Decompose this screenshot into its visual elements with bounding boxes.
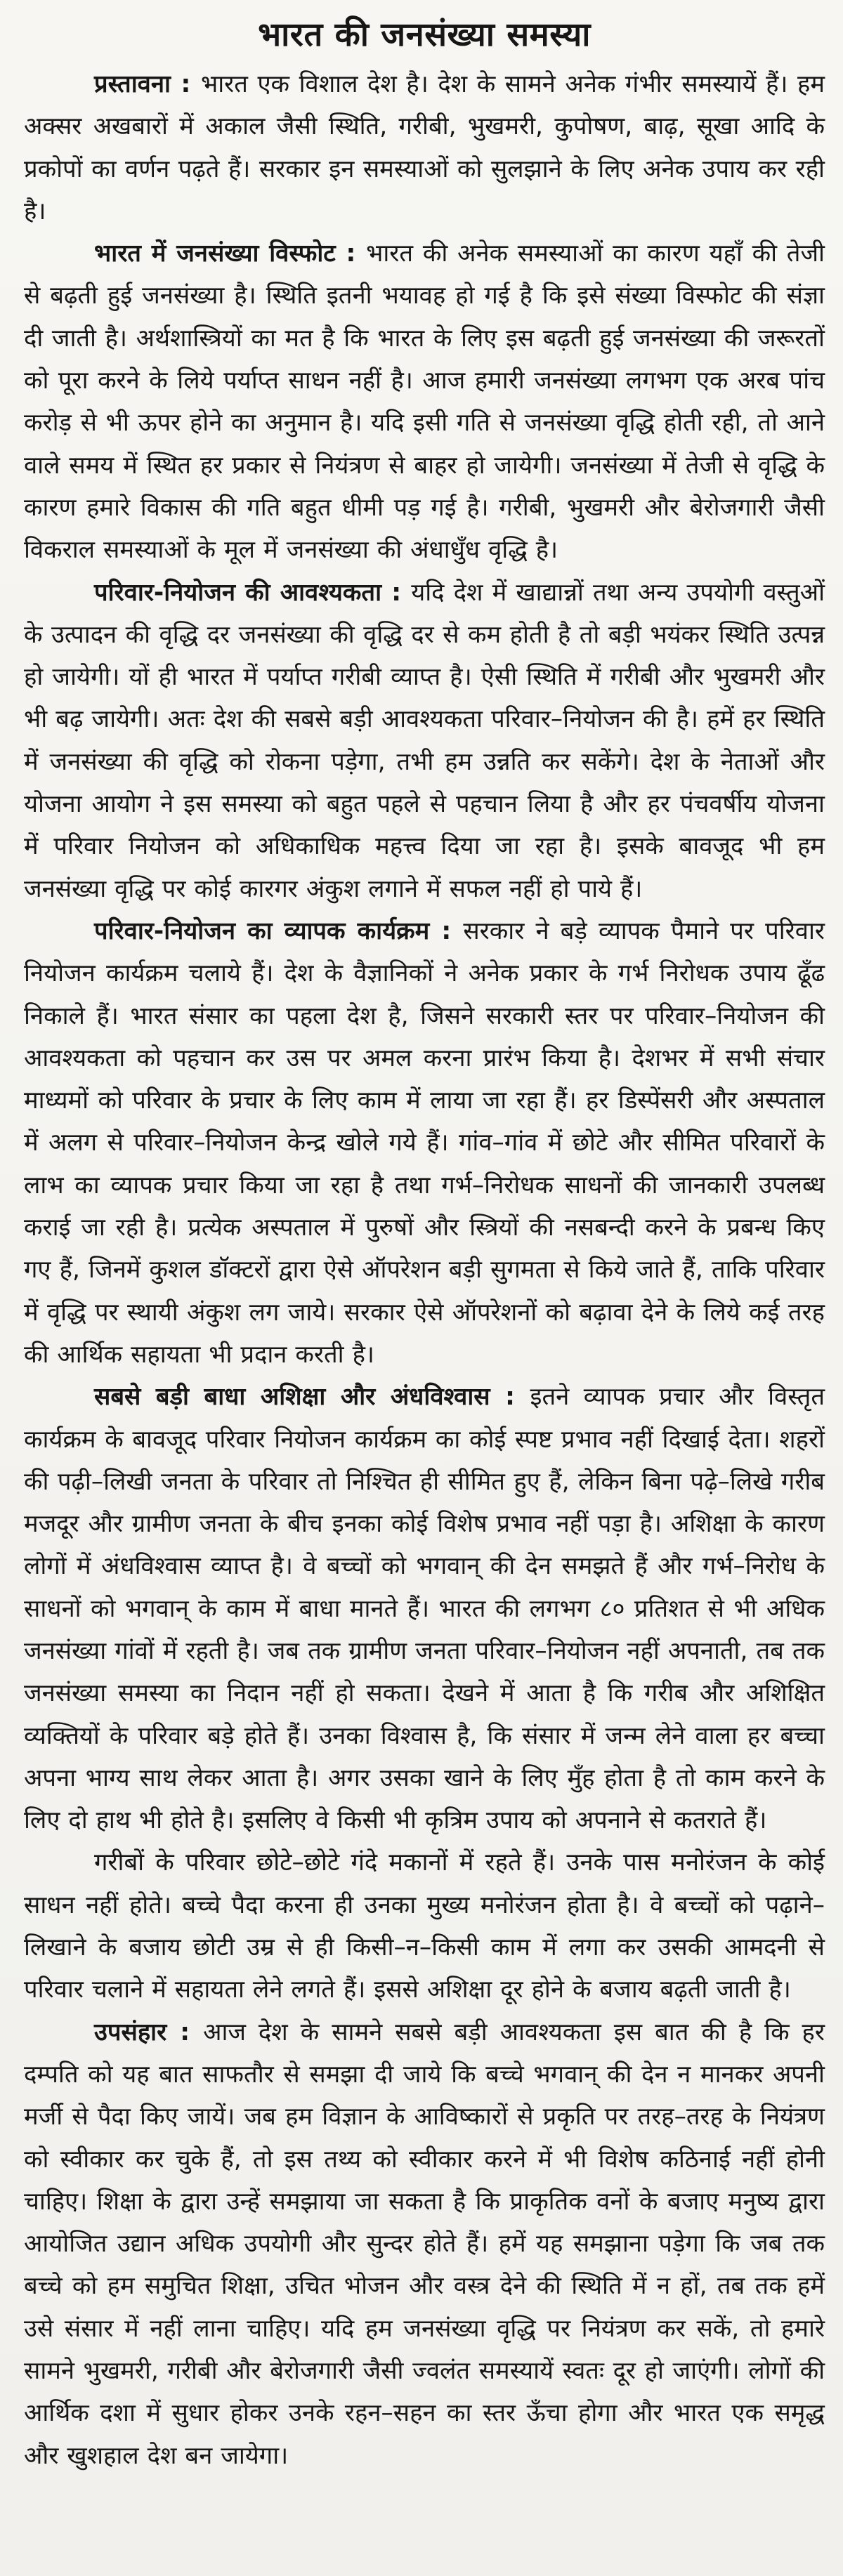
section-illiteracy-superstition: [24, 1376, 825, 1841]
section-heading: भारत में जनसंख्या विस्फोट: [94, 239, 336, 268]
section-text: भारत एक विशाल देश है। देश के सामने अनेक गंभीर समस्यायें हैं। हम अक्सर अखबारों में अकाल जैसी स्थिति, गरीबी, भुखमरी, कुपोषण, बाढ़, सूखा आदि के प्रकोपों का वर्णन पढ़ते हैं। सरकार इन समस्याओं को सुलझाने के लिए अनेक उपाय कर रही है।: [24, 70, 825, 225]
section-family-planning-need: [24, 572, 825, 910]
section-text: यदि देश में खाद्यान्नों तथा अन्य उपयोगी वस्तुओं के उत्पादन की वृद्धि दर जनसंख्या की वृद्धि दर से कम होती है तो बड़ी भयंकर स्थिति उत्पन्न हो जायेगी। यों ही भारत में पर्याप्त गरीबी व्याप्त है। ऐसी स्थिति में गरीबी और भुखमरी और भी बढ़ जायेगी। अतः देश की सबसे बड़ी आवश्यकता परिवार–नियोजन की है। हमें हर स्थिति में जनसंख्या की वृद्धि को रोकना पड़ेगा, तभी हम उन्नति कर सकेंगे। देश के नेताओं और योजना आयोग ने इस समस्या को बहुत पहले से पहचान लिया है और हर पंचवर्षीय योजना में परिवार नियोजन को अधिकाधिक महत्त्व दिया जा रहा है। इसके बावजूद भी हम जनसंख्या वृद्धि पर कोई कारगर अंकुश लगाने में सफल नहीं हो पाये हैं।: [24, 578, 825, 903]
section-text: सरकार ने बड़े व्यापक पैमाने पर परिवार नियोजन कार्यक्रम चलाये हैं। देश के वैज्ञानिकों ने अनेक प्रकार के गर्भ निरोधक उपाय ढूँढ निकाले हैं। भारत संसार का पहला देश है, जिसने सरकारी स्तर पर परिवार–नियोजन की आवश्यकता को पहचान कर उस पर अमल करना प्रारंभ किया है। देशभर में सभी संचार माध्यमों को परिवार के प्रचार के लिए काम में लाया जा रहा हैं। हर डिस्पेंसरी और अस्पताल में अलग से परिवार–नियोजन केन्द्र खोले गये हैं। गांव–गांव में छोटे और सीमित परिवारों के लाभ का व्यापक प्रचार किया जा रहा है तथा गर्भ–निरोधक साधनों की जानकारी उपलब्ध कराई जा रही है। प्रत्येक अस्पताल में पुरुषों और स्त्रियों की नसबन्दी करने के प्रबन्ध किए गए हैं, जिनमें कुशल डॉक्टरों द्वारा ऐसे ऑपरेशन बड़ी सुगमता से किये जाते हैं, ताकि परिवार में वृद्धि पर स्थायी अंकुश लग जाये। सरकार ऐसे ऑपरेशनों को बढ़ावा देने के लिये कई तरह की आर्थिक सहायता भी प्रदान करती है।: [24, 916, 825, 1369]
section-poor-families: [24, 1841, 825, 2011]
section-heading: परिवार-नियोजन का व्यापक कार्यक्रम: [94, 916, 430, 945]
section-conclusion: [24, 2011, 825, 2477]
section-heading: सबसे बड़ी बाधा अशिक्षा और अंधविश्वास: [94, 1383, 490, 1412]
heading-separator: :: [429, 916, 464, 945]
section-text: भारत की अनेक समस्याओं का कारण यहाँ की तेजी से बढ़ती हुई जनसंख्या है। स्थिति इतनी भयावह हो गई है कि इसे संख्या विस्फोट की संज्ञा दी जाती है। अर्थशास्त्रियों का मत है कि भारत के लिए इस बढ़ती हुई जनसंख्या की जरूरतों को पूरा करने के लिये पर्याप्त साधन नहीं है। आज हमारी जनसंख्या लगभग एक अरब पांच करोड़ से भी ऊपर होने का अनुमान है। यदि इसी गति से जनसंख्या वृद्धि होती रही, तो आने वाले समय में स्थित हर प्रकार से नियंत्रण से बाहर हो जायेगी। जनसंख्या में तेजी से वृद्धि के कारण हमारे विकास की गति बहुत धीमी पड़ गई है। गरीबी, भुखमरी और बेरोजगारी जैसी विकराल समस्याओं के मूल में जनसंख्या की अंधाधुँध वृद्धि है।: [24, 239, 825, 565]
heading-separator: :: [490, 1383, 530, 1412]
section-family-planning-program: [24, 910, 825, 1376]
heading-separator: :: [381, 578, 412, 607]
section-text: इतने व्यापक प्रचार और विस्तृत कार्यक्रम के बावजूद परिवार नियोजन कार्यक्रम का कोई स्पष्ट प्रभाव नहीं दिखाई देता। शहरों की पढ़ी–लिखी जनता के परिवार तो निश्चित ही सीमित हुए हैं, लेकिन बिना पढ़े–लिखे गरीब मजदूर और ग्रामीण जनता के बीच इनका कोई विशेष प्रभाव नहीं पड़ा है। अशिक्षा के कारण लोगों में अंधविश्वास व्याप्त है। वे बच्चों को भगवान् की देन समझते हैं और गर्भ–निरोध के साधनों को भगवान् के काम में बाधा मानते हैं। भारत की लगभग ८० प्रतिशत से भी अधिक जनसंख्या गांवों में रहती है। जब तक ग्रामीण जनता परिवार–नियोजन नहीं अपनाती, तब तक जनसंख्या समस्या का निदान नहीं हो सकता। देखने में आता है कि गरीब और अशिक्षित व्यक्तियों के परिवार बड़े होते हैं। उनका विश्वास है, कि संसार में जन्म लेने वाला हर बच्चा अपना भाग्य साथ लेकर आता है। अगर उसका खाने के लिए मुँह होता है तो काम करने के लिए दो हाथ भी होते है। इसलिए वे किसी भी कृत्रिम उपाय को अपनाने से कतराते हैं।: [24, 1383, 825, 1835]
heading-separator: :: [335, 239, 367, 268]
section-text: आज देश के सामने सबसे बड़ी आवश्यकता इस बात की है कि हर दम्पति को यह बात साफतौर से समझा दी जाये कि बच्चे भगवान् की देन न मानकर अपनी मर्जी से पैदा किए जायें। जब हम विज्ञान के आविष्कारों से प्रकृति पर तरह–तरह के नियंत्रण को स्वीकार कर चुके हैं, तो इस तथ्य को स्वीकार करने में भी विशेष कठिनाई नहीं होनी चाहिए। शिक्षा के द्वारा उन्हें समझाया जा सकता है कि प्राकृतिक वनों के बजाए मनुष्य द्वारा आयोजित उद्यान अधिक उपयोगी और सुन्दर होते हैं। हमें यह समझाना पड़ेगा कि जब तक बच्चे को हम समुचित शिक्षा, उचित भोजन और वस्त्र देने की स्थिति में न हों, तब तक हमें उसे संसार में नहीं लाना चाहिए। यदि हम जनसंख्या वृद्धि पर नियंत्रण कर सकें, तो हमारे सामने भुखमरी, गरीबी और बेरोजगारी जैसी ज्वलंत समस्यायें स्वतः दूर हो जाएंगी। लोगों की आर्थिक दशा में सुधार होकर उनके रहन–सहन का स्तर ऊँचा होगा और भारत एक समृद्ध और खुशहाल देश बन जायेगा।: [24, 2018, 825, 2470]
section-heading: परिवार-नियोजन की आवश्यकता: [94, 578, 382, 607]
section-text: गरीबों के परिवार छोटे–छोटे गंदे मकानों में रहते हैं। उनके पास मनोरंजन के कोई साधन नहीं होते। बच्चे पैदा करना ही उनका मुख्य मनोरंजन होता है। वे बच्चों को पढ़ाने–लिखाने के बजाय छोटी उम्र से ही किसी–न–किसी काम में लगा कर उसकी आमदनी से परिवार चलाने में सहायता लेने लगते हैं। इससे अशिक्षा दूर होने के बजाय बढ़ती जाती है।: [24, 1848, 825, 2004]
section-introduction: [24, 63, 825, 232]
essay-title: भारत की जनसंख्या समस्या: [258, 15, 591, 54]
heading-separator: :: [170, 70, 201, 98]
section-heading: प्रस्तावना: [94, 70, 171, 98]
section-population-explosion: [24, 232, 825, 571]
section-heading: उपसंहार: [94, 2018, 167, 2046]
heading-separator: :: [166, 2018, 204, 2046]
